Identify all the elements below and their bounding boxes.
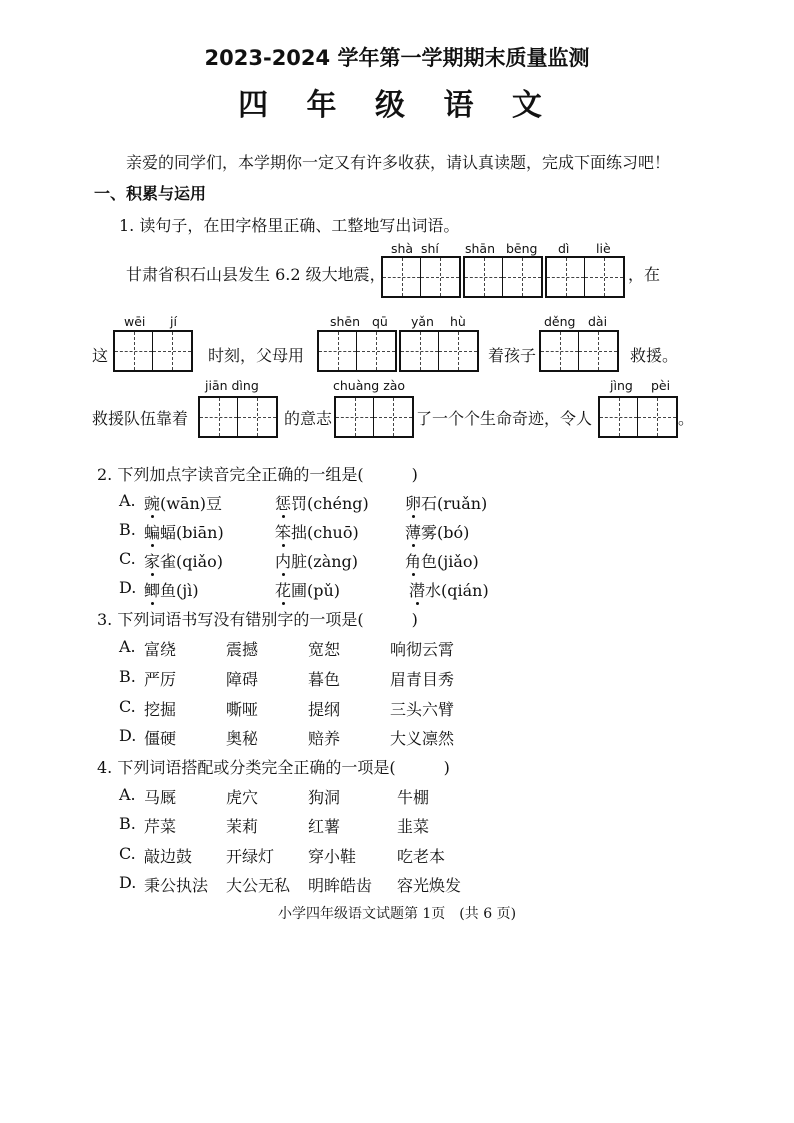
word-item: 穿小鞋 (308, 847, 357, 866)
section-heading: 一、积累与运用 (94, 184, 207, 203)
word-item: 茉莉 (226, 817, 259, 836)
option-item: 潜水(qián) (409, 581, 489, 600)
option-label: C. (119, 697, 136, 716)
option-label: B. (119, 667, 136, 686)
tianzi-grid[interactable] (463, 256, 543, 298)
tianzi-grid[interactable] (545, 256, 625, 298)
word-item: 牛棚 (397, 788, 430, 807)
word-item: 明眸皓齿 (308, 876, 373, 895)
question-2-stem: 2. 下列加点字读音完全正确的一组是( ) (97, 465, 418, 484)
word-item: 宽恕 (308, 640, 341, 659)
exam-header: 2023-2024 学年第一学期期末质量监测 (204, 46, 590, 70)
sentence-text: 了一个个生命奇迹，令人 (416, 409, 593, 428)
option-item: 鲫鱼(jì) (144, 581, 199, 600)
word-item: 嘶哑 (226, 700, 259, 719)
word-item: 赔养 (308, 729, 341, 748)
word-item: 大义凛然 (390, 729, 455, 748)
intro-text: 亲爱的同学们，本学期你一定又有许多收获，请认真读题，完成下面练习吧！ (126, 153, 671, 172)
word-item: 马厩 (144, 788, 177, 807)
pinyin: liè (596, 241, 611, 256)
option-label: D. (119, 726, 137, 745)
option-label: A. (119, 637, 136, 656)
word-item: 提纲 (308, 700, 341, 719)
page-footer: 小学四年级语文试题第 1页 (共 6 页) (277, 906, 517, 922)
word-item: 僵硬 (144, 729, 177, 748)
sentence-text: ，在 (628, 265, 661, 284)
option-label: C. (119, 844, 136, 863)
sentence-text: 救援队伍靠着 (92, 409, 189, 428)
option-item: 惩罚(chéng) (275, 494, 369, 513)
tianzi-grid[interactable] (334, 396, 414, 438)
sentence-text: 这 (92, 346, 109, 365)
pinyin: pèi (651, 378, 671, 393)
pinyin: jiān dìng (205, 378, 259, 393)
sentence-text: 时刻，父母用 (208, 346, 305, 365)
word-item: 三头六臂 (390, 700, 455, 719)
pinyin: shí (421, 241, 439, 256)
pinyin: chuàng zào (333, 378, 406, 393)
option-label: B. (119, 520, 136, 539)
word-item: 芹菜 (144, 817, 177, 836)
word-item: 暮色 (308, 670, 341, 689)
word-item: 秉公执法 (144, 876, 209, 895)
word-item: 吃老本 (397, 847, 446, 866)
pinyin: bēng (506, 241, 538, 256)
word-item: 韭菜 (397, 817, 430, 836)
pinyin: wēi (124, 314, 146, 329)
option-item: 蝙蝠(biān) (144, 523, 224, 542)
question-1-stem: 1. 读句子，在田字格里正确、工整地写出词语。 (119, 216, 460, 235)
answer-grid-group[interactable] (381, 256, 625, 298)
word-item: 开绿灯 (226, 847, 275, 866)
pinyin: hù (450, 314, 466, 329)
word-item: 障碍 (226, 670, 259, 689)
sentence-text: 甘肃省积石山县发生 6.2 级大地震， (126, 265, 386, 284)
tianzi-grid[interactable] (198, 396, 278, 438)
option-item: 内脏(zàng) (275, 552, 359, 571)
option-label: A. (119, 491, 136, 510)
question-3-stem: 3. 下列词语书写没有错别字的一项是( ) (97, 610, 418, 629)
word-item: 严厉 (144, 670, 177, 689)
word-item: 震撼 (226, 640, 259, 659)
sentence-text: 。 (678, 409, 695, 428)
pinyin: shēn (330, 314, 361, 329)
tianzi-grid[interactable] (317, 330, 397, 372)
tianzi-grid[interactable] (113, 330, 193, 372)
answer-grid-group[interactable] (317, 330, 479, 372)
word-item: 容光焕发 (397, 876, 462, 895)
option-item: 家雀(qiǎo) (144, 552, 224, 571)
word-item: 虎穴 (226, 788, 259, 807)
question-4-stem: 4. 下列词语搭配或分类完全正确的一项是( ) (97, 758, 450, 777)
word-item: 大公无私 (226, 876, 291, 895)
option-label: A. (119, 785, 136, 804)
pinyin: shān (465, 241, 496, 256)
pinyin: jìng (610, 378, 633, 393)
tianzi-grid[interactable] (539, 330, 619, 372)
page-title: 四 年 级 语 文 (238, 88, 556, 123)
option-item: 花圃(pǔ) (275, 581, 341, 600)
tianzi-grid[interactable] (381, 256, 461, 298)
option-item: 笨拙(chuō) (275, 523, 359, 542)
word-item: 狗洞 (308, 788, 341, 807)
word-item: 奥秘 (226, 729, 259, 748)
option-item: 角色(jiǎo) (405, 552, 479, 571)
word-item: 响彻云霄 (390, 640, 455, 659)
pinyin: shà (391, 241, 414, 256)
option-label: D. (119, 873, 137, 892)
option-label: D. (119, 578, 137, 597)
option-label: B. (119, 814, 136, 833)
pinyin: dì (558, 241, 570, 256)
pinyin: qū (372, 314, 388, 329)
pinyin: yǎn (411, 314, 434, 329)
pinyin: děng (544, 314, 576, 329)
sentence-text: 着孩子 (488, 346, 537, 365)
pinyin: jí (170, 314, 177, 329)
word-item: 富绕 (144, 640, 177, 659)
option-item: 薄雾(bó) (405, 523, 470, 542)
word-item: 眉青目秀 (390, 670, 455, 689)
option-item: 豌(wān)豆 (144, 494, 223, 513)
tianzi-grid[interactable] (399, 330, 479, 372)
option-label: C. (119, 549, 136, 568)
pinyin: dài (588, 314, 608, 329)
sentence-text: 救援。 (630, 346, 679, 365)
word-item: 红薯 (308, 817, 341, 836)
option-item: 卵石(ruǎn) (405, 494, 488, 513)
word-item: 挖掘 (144, 700, 177, 719)
word-item: 敲边鼓 (144, 847, 193, 866)
sentence-text: 的意志 (284, 409, 333, 428)
tianzi-grid[interactable] (598, 396, 678, 438)
